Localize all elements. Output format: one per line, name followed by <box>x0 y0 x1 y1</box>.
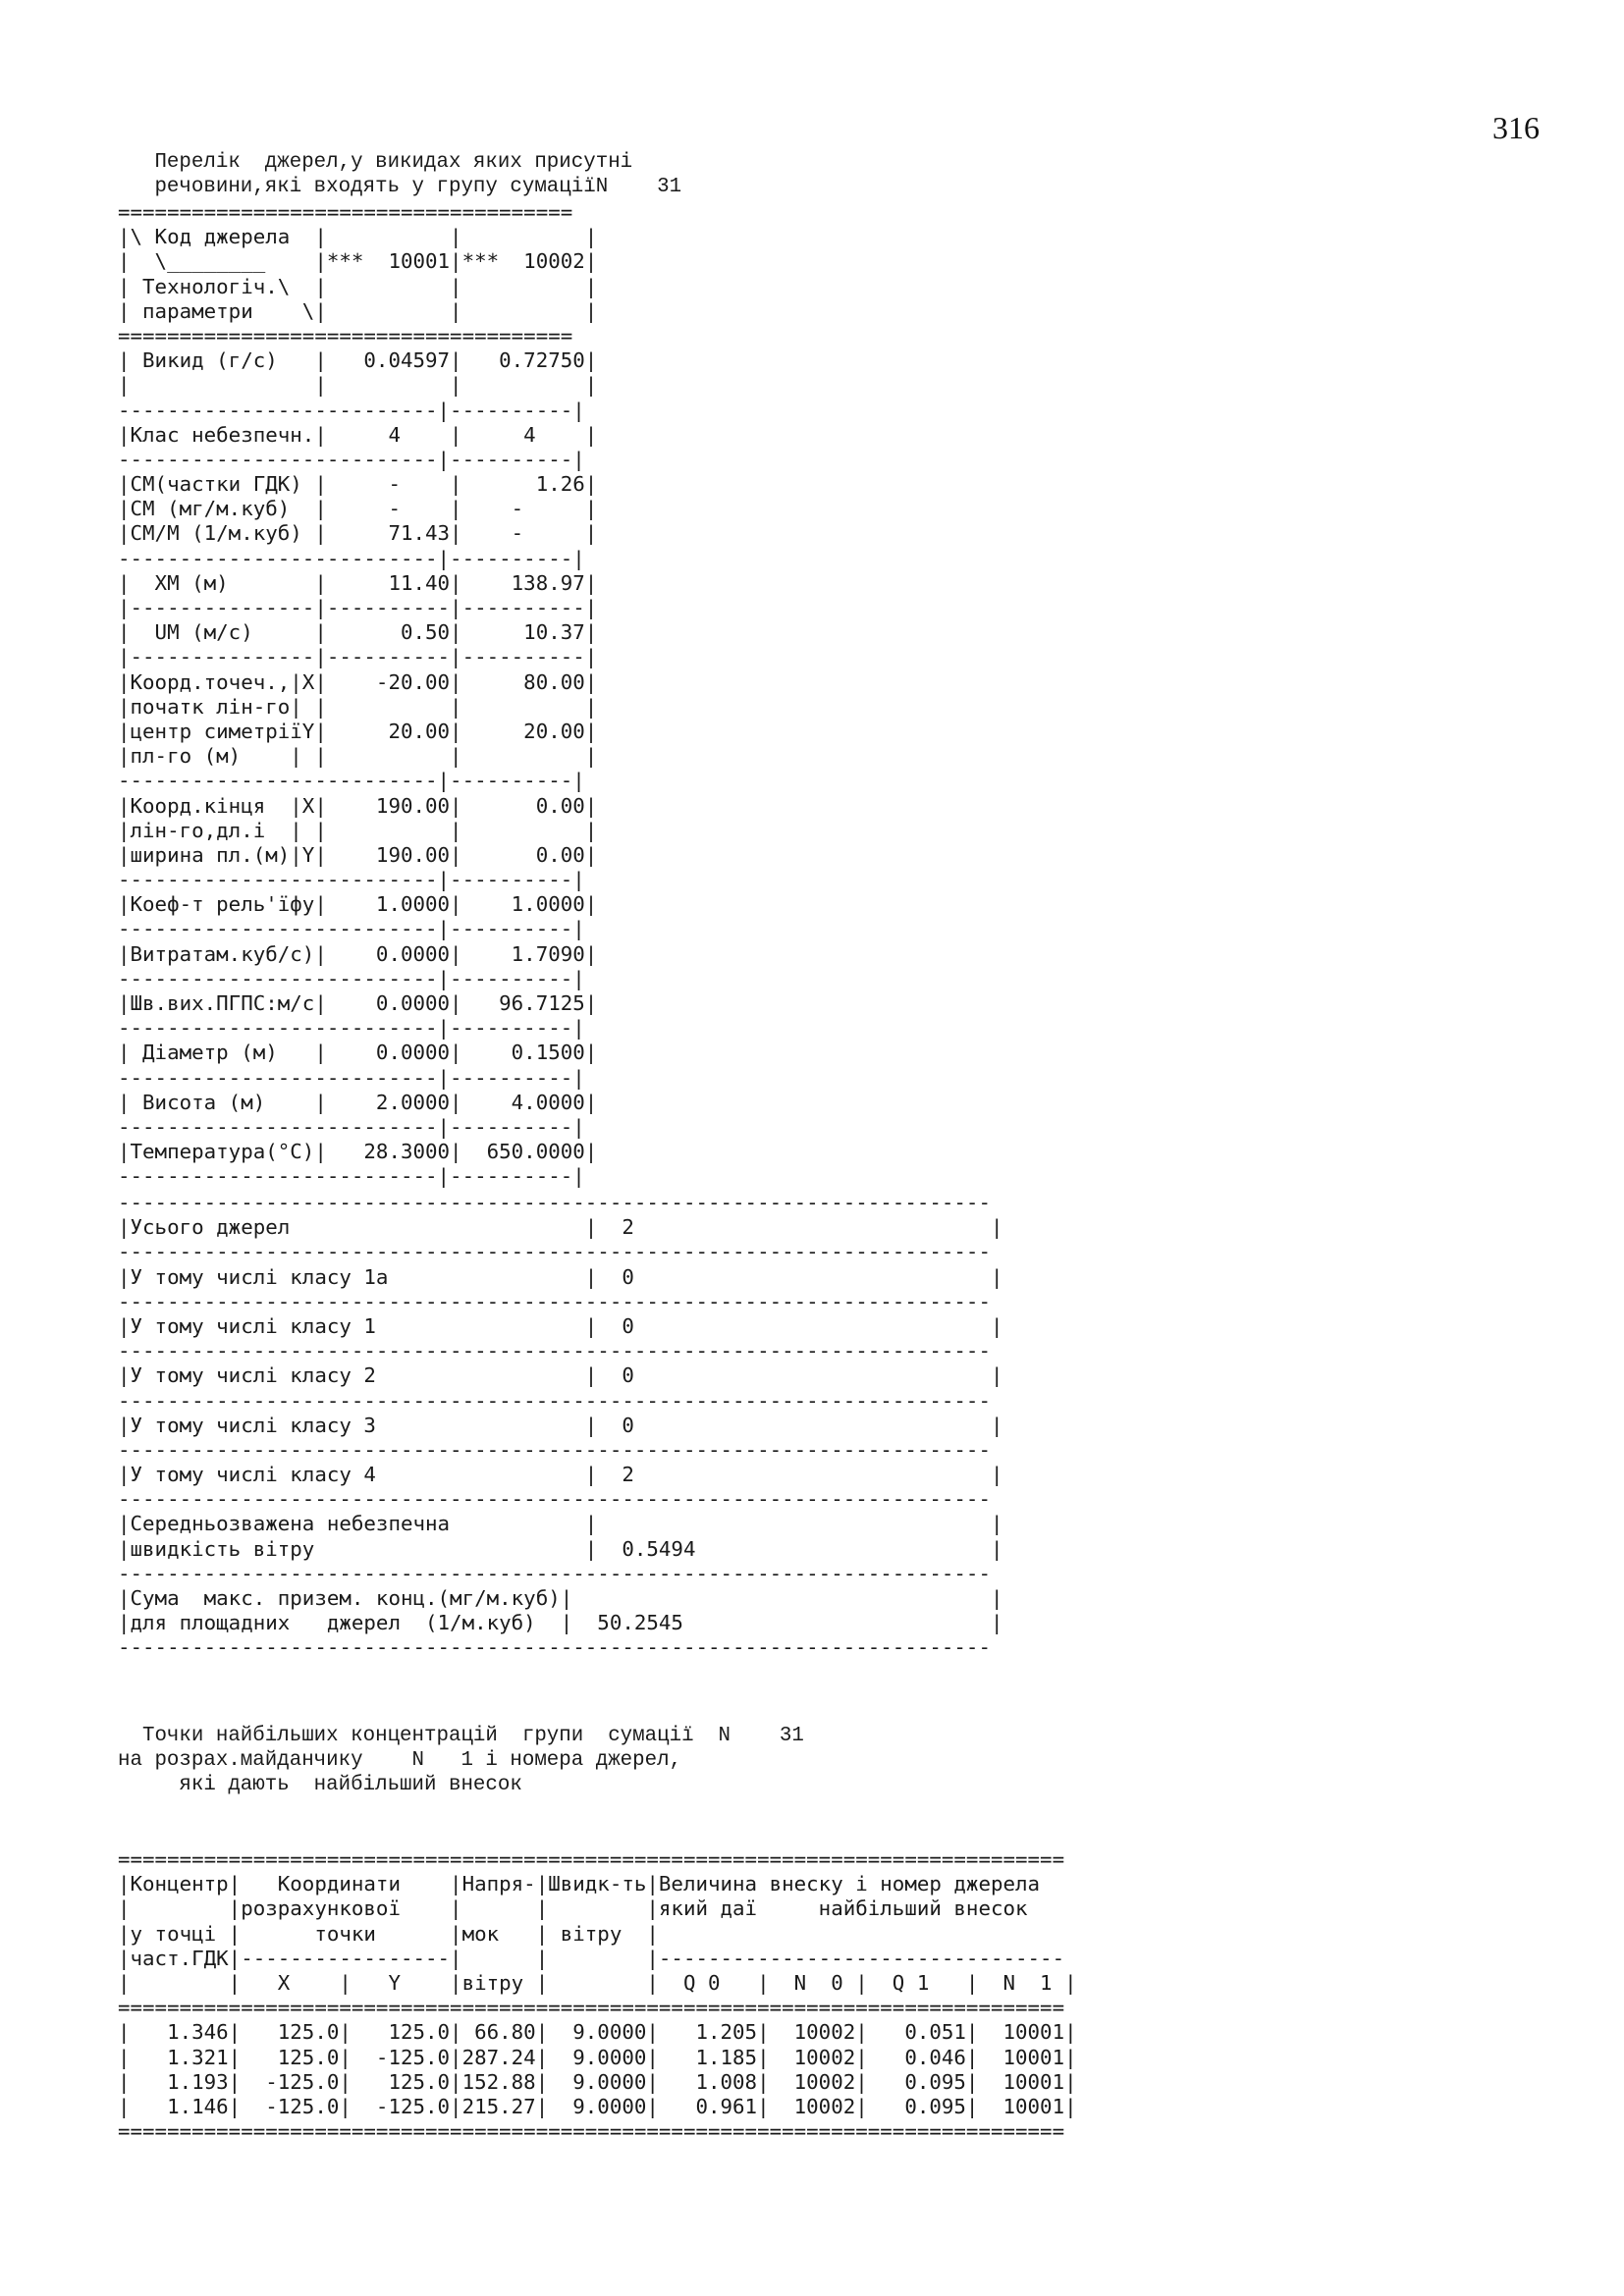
table-row: |CM(частки ГДК) | - | 1.26| <box>118 472 598 497</box>
table-row: |---------------|----------|----------| <box>118 645 598 669</box>
table-row: | Технологіч.\ | | | <box>118 274 598 298</box>
max-concentration-points-table <box>118 1847 1077 2144</box>
table-row: |лін-го,дл.і | | | | <box>118 818 598 842</box>
table-row: |У тому числі класу 1а | 0 | <box>118 1264 1003 1289</box>
table-row: --------------------------|----------| <box>118 1065 585 1090</box>
table-row: ----------------------------------------------------------------------- <box>118 1388 991 1413</box>
table-row: ============================================================================= <box>118 1847 1065 1871</box>
table-row: | | | | <box>118 373 598 398</box>
table-row: |Клас небезпечн.| 4 | 4 | <box>118 422 598 447</box>
table-row: |пл-го (м) | | | | <box>118 744 598 769</box>
heading-line: речовини,які входять у групу сумаціїN 31 <box>118 176 682 199</box>
table-row: |\ Код джерела | | | <box>118 225 598 249</box>
table-row: |у точці | точки |мок | вітру | <box>118 1921 659 1946</box>
table-row: |ширина пл.(м)|Y| 190.00| 0.00| <box>118 842 598 867</box>
table-row: ===================================== <box>118 200 573 224</box>
table-row: ----------------------------------------------------------------------- <box>118 1240 991 1264</box>
page-number: 316 <box>1492 110 1540 145</box>
table-row: |CM (мг/м.куб) | - | - | <box>118 497 598 521</box>
table-row: | 1.346| 125.0| 125.0| 66.80| 9.0000| 1.205| 10002| 0.051| 10001| <box>118 2020 1077 2045</box>
table-row: | Викид (г/с) | 0.04597| 0.72750| <box>118 348 598 373</box>
table-row: ----------------------------------------------------------------------- <box>118 1561 991 1585</box>
table-row: --------------------------|----------| <box>118 398 585 422</box>
heading-line: Перелік джерел,у викидах яких присутні <box>118 151 633 174</box>
table-row: |початк лін-го| | | | <box>118 694 598 719</box>
table-row: --------------------------|----------| <box>118 1114 585 1139</box>
sources-summary-table <box>118 1191 1003 1661</box>
table-row: |Шв.вих.ПГПС:м/с| 0.0000| 96.7125| <box>118 991 598 1015</box>
table-row: |У тому числі класу 1 | 0 | <box>118 1313 1003 1338</box>
table-row: ----------------------------------------------------------------------- <box>118 1289 991 1313</box>
table-row: --------------------------|----------| <box>118 1164 585 1189</box>
table-row: --------------------------|----------| <box>118 868 585 892</box>
table-row: ----------------------------------------------------------------------- <box>118 1635 991 1660</box>
max-points-heading <box>118 1724 804 1798</box>
table-row: ===================================== <box>118 323 573 347</box>
table-row: |Середньозважена небезпечна | | <box>118 1512 1003 1536</box>
table-row: --------------------------|----------| <box>118 546 585 570</box>
table-row: | Висота (м) | 2.0000| 4.0000| <box>118 1090 598 1114</box>
table-row: | |розрахункової | | |який даї найбільший внесок <box>118 1896 1028 1921</box>
table-row: | \________ |*** 10001|*** 10002| <box>118 249 598 274</box>
heading-line: Точки найбільших концентрацій групи сумації N 31 <box>118 1725 804 1747</box>
table-row: --------------------------|----------| <box>118 917 585 941</box>
table-row: --------------------------|----------| <box>118 447 585 471</box>
table-row: | 1.146| -125.0| -125.0|215.27| 9.0000| 0.961| 10002| 0.095| 10001| <box>118 2094 1077 2118</box>
table-row: ----------------------------------------------------------------------- <box>118 1437 991 1462</box>
table-row: | 1.193| -125.0| 125.0|152.88| 9.0000| 1.008| 10002| 0.095| 10001| <box>118 2069 1077 2094</box>
table-row: ----------------------------------------------------------------------- <box>118 1487 991 1512</box>
sources-list-heading <box>118 150 681 199</box>
table-row: |Коорд.кінця |X| 190.00| 0.00| <box>118 793 598 818</box>
table-row: ============================================================================= <box>118 2119 1065 2144</box>
table-row: | XM (м) | 11.40| 138.97| <box>118 570 598 595</box>
table-row: --------------------------|----------| <box>118 769 585 793</box>
table-row: --------------------------|----------| <box>118 966 585 990</box>
table-row: |центр симетріїY| 20.00| 20.00| <box>118 719 598 743</box>
table-row: |У тому числі класу 3 | 0 | <box>118 1413 1003 1437</box>
table-row: |У тому числі класу 2 | 0 | <box>118 1363 1003 1388</box>
table-row: |Коорд.точеч.,|X| -20.00| 80.00| <box>118 669 598 694</box>
table-row: ----------------------------------------------------------------------- <box>118 1339 991 1363</box>
table-row: ============================================================================= <box>118 1996 1065 2020</box>
table-row: |Усього джерел | 2 | <box>118 1215 1003 1240</box>
table-row: |---------------|----------|----------| <box>118 596 598 619</box>
table-row: | Діаметр (м) | 0.0000| 0.1500| <box>118 1041 598 1065</box>
table-row: |швидкість вітру | 0.5494 | <box>118 1536 1003 1561</box>
sources-parameters-table <box>118 200 597 1190</box>
table-row: |Температура(°C)| 28.3000| 650.0000| <box>118 1140 598 1164</box>
heading-line: на розрах.майданчику N 1 і номера джерел, <box>118 1749 682 1773</box>
heading-line: які дають найбільший внесок <box>118 1774 522 1797</box>
table-row: |Сума макс. призем. конц.(мг/м.куб)| | <box>118 1586 1003 1610</box>
table-row: |CM/M (1/м.куб) | 71.43| - | <box>118 521 598 546</box>
table-row: |Витратам.куб/с)| 0.0000| 1.7090| <box>118 941 598 966</box>
table-row: |У тому числі класу 4 | 2 | <box>118 1463 1003 1487</box>
table-row: |част.ГДК|-----------------| | |--------------------------------- <box>118 1946 1065 1970</box>
table-row: ----------------------------------------------------------------------- <box>118 1191 991 1214</box>
table-row: | | X | Y |вітру | | Q 0 | N 0 | Q 1 | N 1 | <box>118 1970 1077 1995</box>
table-row: | 1.321| 125.0| -125.0|287.24| 9.0000| 1.185| 10002| 0.046| 10001| <box>118 2045 1077 2069</box>
table-row: --------------------------|----------| <box>118 1016 585 1041</box>
table-row: | UM (м/с) | 0.50| 10.37| <box>118 620 598 645</box>
table-row: |Концентр| Координати |Напря-|Швидк-ть|Величина внеску і номер джерела <box>118 1872 1041 1896</box>
table-row: |Коеф-т рель'їфу| 1.0000| 1.0000| <box>118 892 598 917</box>
table-row: |для площадних джерел (1/м.куб) | 50.2545 | <box>118 1611 1003 1635</box>
table-row: | параметри \| | | <box>118 298 598 323</box>
